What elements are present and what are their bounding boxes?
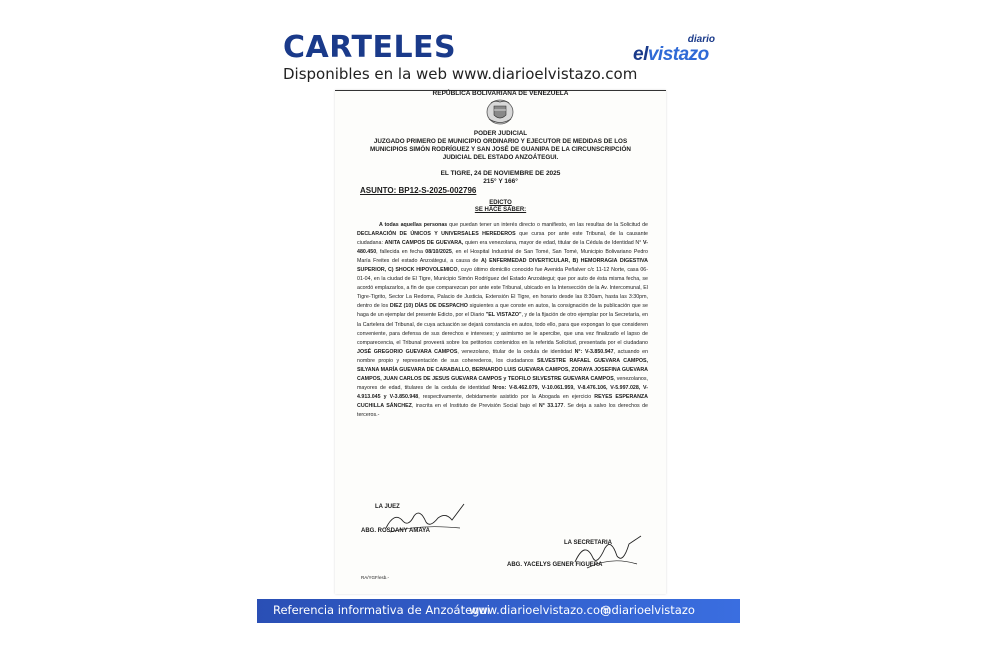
body-seg-4: que cursa por ante este Tribunal, de la causante ciudadana:: [357, 231, 648, 247]
body-seg-24: , respectivamente, debidamente asistido por la Abogada en ejercicio: [418, 393, 595, 400]
body-seg-5: ANITA CAMPOS DE GUEVARA,: [384, 240, 464, 247]
judge-name: ABG. ROSDANY AMAYA: [361, 528, 430, 534]
logo-diario: diario: [687, 34, 715, 45]
body-seg-23: Nros: V-8.462.079, V-10.061.959, V-8.476.106, V-5.997.028, V-4.913.045 y V-3.850.948: [357, 384, 648, 400]
edicto-heading: EDICTO: [489, 200, 512, 206]
body-seg-18: , venezolano, titular de la cedula de identidad: [457, 348, 575, 355]
judge-title: LA JUEZ: [375, 504, 400, 510]
body-seg-1: A todas aquellas personas: [379, 222, 448, 228]
body-seg-11: A) ENFERMEDAD DIVERTICULAR, B) HEMORRAGIA DIGESTIVA SUPERIOR, C) SHOCK HIPOVOLEMICO: [357, 258, 648, 274]
body-seg-16: , y de la fijación de otro ejemplar por la Secretaría, en la Cartelera del Tribunal, de cuya actuación se dejará constancia en autos, todo ello, para que expongan lo que consideren conveniente, para defensa de sus derechos e intereses; y asimismo se le apercibe, que una vez finalizado el lapso de comparecencia, el Tribunal proveerá sobre los petitorios contenidos en la referida Solicitud, presentada por el ciudadano: [357, 312, 648, 346]
body-seg-9: 08/10/2025: [425, 249, 452, 256]
document-republic: REPÚBLICA BOLIVARIANA DE VENEZUELA: [432, 90, 569, 97]
body-seg-7: V-480.450: [357, 240, 648, 256]
body-seg-8: , fallecida en fecha: [376, 249, 426, 256]
coat-of-arms-icon: [485, 99, 515, 125]
footer-banner: [257, 599, 740, 623]
court-line-2: JUZGADO PRIMERO DE MUNICIPIO ORDINARIO Y EJECUTOR DE MEDIDAS DE LOS: [373, 138, 628, 145]
page-subtitle: Disponibles en la web www.diarioelvistazo.com: [283, 65, 638, 83]
body-seg-14: siguientes a que conste en autos, la consignación de la publicación que se haga de un ejemplar del presente Edicto, por el Diario: [357, 303, 648, 319]
body-seg-19: N°: V-3.850.947: [574, 348, 614, 355]
court-line-4: JUDICIAL DEL ESTADO ANZOÁTEGUI.: [442, 154, 559, 161]
edict-body: [357, 221, 648, 420]
secretary-name: ABG. YACELYS GENER FIGUERA: [507, 562, 603, 568]
body-seg-12: , cuyo último domicilio conocido fue Avenida Peñalver c/c 11-12 Norte, casa 06-01-04, en la ciudad de El Tigre, Municipio Simón Rodríguez del Estado Anzoátegui; que por auto de ésta misma fecha, se acordó emplazarlos, a fin de que comparezcan por ante este Tribunal, ubicado en la Intersección de la Av. Intercomunal, El Tigre-Tigrito, Sector La Redoma, Palacio de Justicia, Extensión El Tigre, en horario desde las 8:30am, hasta las 3:30pm, dentro de los: [357, 267, 648, 310]
body-seg-20: , actuando en nombre propio y representación de sus coherederos, los ciudadanos: [357, 348, 649, 364]
secretary-title: LA SECRETARIA: [564, 540, 612, 546]
body-seg-25: REYES ESPERANZA CUCHILLA SÁNCHEZ: [357, 393, 648, 409]
body-seg-21: SILVESTRE RAFAEL GUEVARA CAMPOS, SILYANA MARÍA GUEVARA DE CARABALLO, BERNARDO LUIS GUEVARA CAMPOS, ZORAYA JOSEFINA GUEVARA CAMPOS, JUAN CARLOS DE JESUS GUEVARA CAMPOS y TEOFILO SILVESTRE GUEVARA CAMPOS: [357, 357, 648, 382]
body-seg-28: . Se deja a salvo los derechos de terceros.-: [357, 402, 648, 418]
se-hace-saber: SE HACE SABER:: [474, 207, 527, 213]
court-line-1: PODER JUDICIAL: [473, 130, 528, 137]
body-seg-10: , en el Hospital Industrial de San Tomé, San Tomé, Municipio Bolivariano Pedro María Freites del estado Anzoátegui, a causa de: [357, 249, 648, 265]
body-seg-13: DIEZ (10) DÍAS DE DESPACHO: [389, 303, 468, 310]
footer-tagline: Referencia informativa de Anzoátegui: [273, 603, 490, 617]
body-seg-26: , inscrita en el Instituto de Previsión Social bajo el: [411, 402, 539, 409]
footer-social-handle[interactable]: @diarioelvistazo: [600, 603, 695, 617]
body-seg-3: DECLARACIÓN DE ÚNICOS Y UNIVERSALES HEREDEROS: [357, 231, 516, 238]
document-years: 215° Y 166°: [483, 178, 518, 185]
footer-website-link[interactable]: www.diarioelvistazo.com: [469, 603, 612, 617]
logo-name: [633, 44, 709, 66]
document-initials: RA/YGF/esb.-: [361, 575, 390, 580]
body-seg-27: N° 33.177: [538, 402, 564, 409]
asunto-reference: ASUNTO: BP12-S-2025-002796: [360, 186, 477, 195]
document-date: EL TIGRE, 24 DE NOVIEMBRE DE 2025: [440, 170, 561, 177]
body-seg-22: , venezolanos, mayores de edad, titulares de la cedula de identidad: [357, 375, 648, 391]
court-line-3: MUNICIPIOS SIMÓN RODRÍGUEZ Y SAN JOSÉ DE GUANIPA DE LA CIRCUNSCRIPCIÓN: [370, 146, 631, 153]
body-seg-2: que puedan tener un interés directo o manifiesto, en las resultas de la Solicitud de: [447, 222, 649, 228]
body-seg-15: "EL VISTAZO": [485, 312, 522, 319]
logo-name-b: vistazo: [647, 44, 709, 65]
body-seg-17: JOSÉ GREGORIO GUEVARA CAMPOS: [357, 348, 458, 355]
edict-document: [335, 90, 666, 594]
body-seg-6: quien era venezolana, mayor de edad, titular de la Cédula de Identidad N°: [463, 240, 643, 247]
logo-name-a: el: [633, 44, 648, 65]
elvistazo-logo: [633, 34, 723, 74]
page-title: CARTELES: [283, 30, 457, 65]
